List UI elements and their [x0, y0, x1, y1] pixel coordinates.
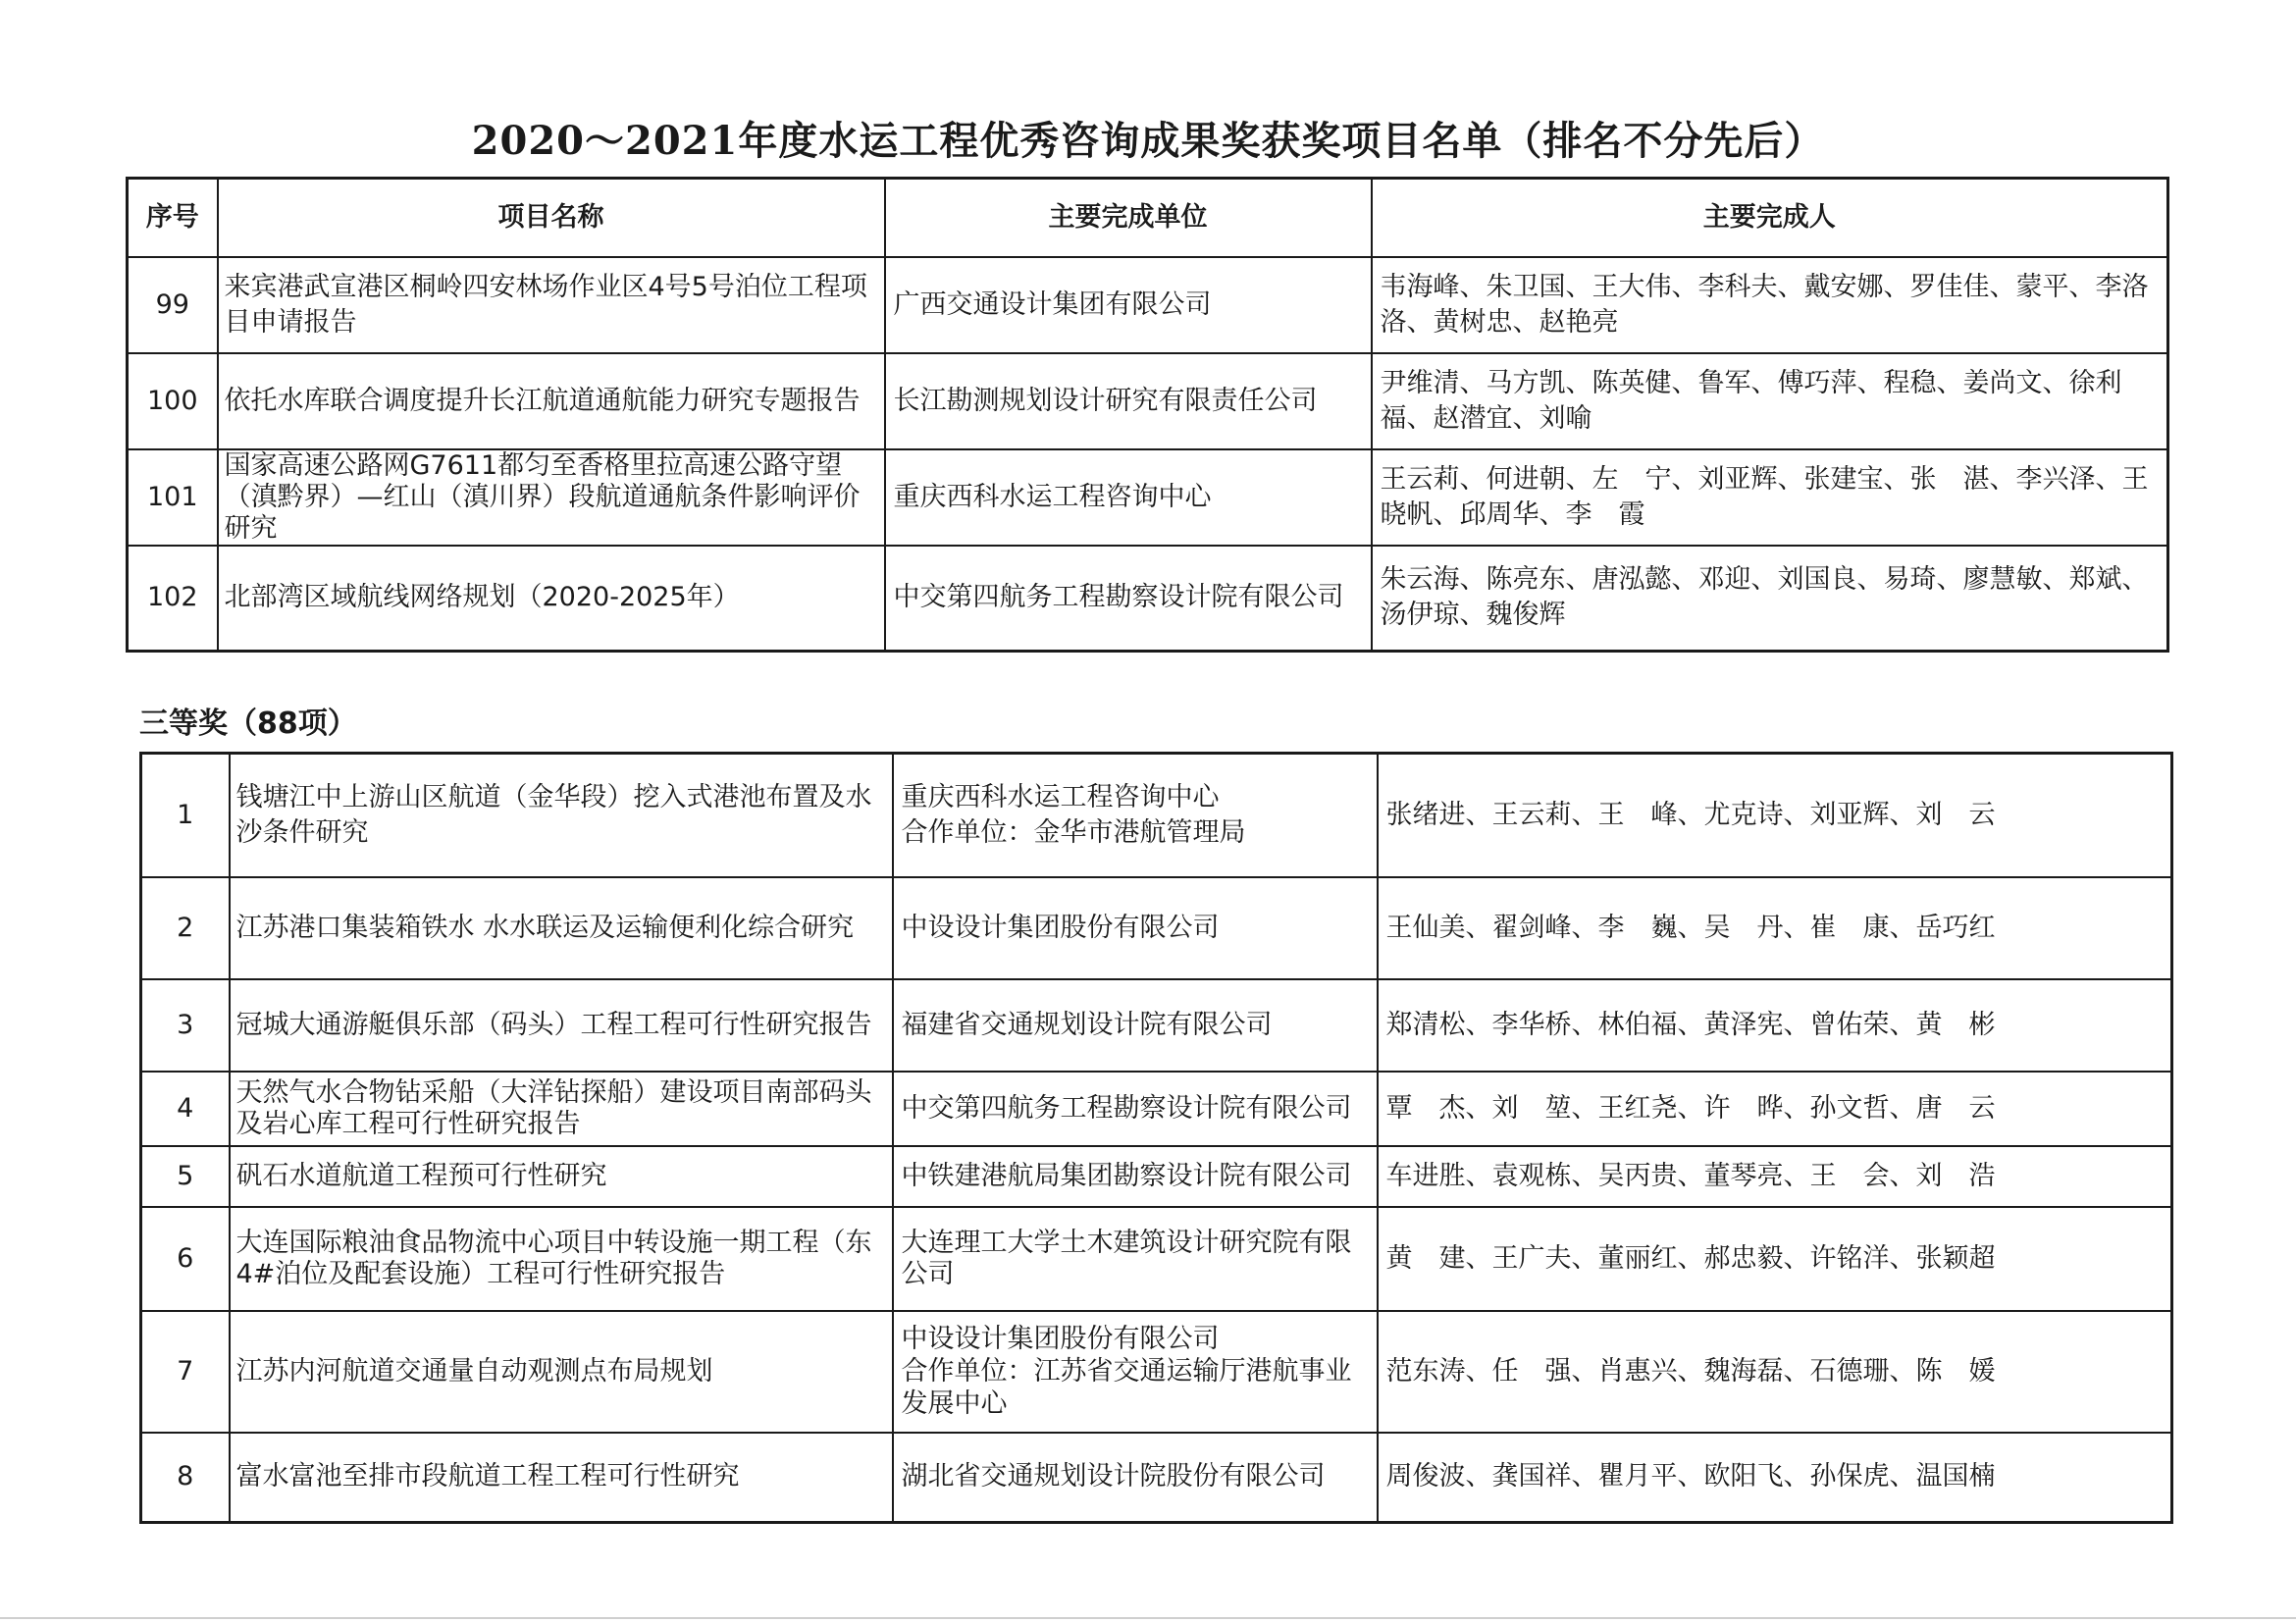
table-row: [128, 353, 2168, 449]
row-people: 车进胜、袁观栋、吴丙贵、董琴亮、王 会、刘 浩: [1378, 1146, 2172, 1207]
row-people: 王云莉、何进朝、左 宁、刘亚辉、张建宝、张 湛、李兴泽、王晓帆、邱周华、李 霞: [1372, 449, 2168, 546]
row-unit: 中交第四航务工程勘察设计院有限公司: [885, 546, 1372, 652]
row-unit: 大连理工大学土木建筑设计研究院有限公司: [893, 1207, 1378, 1311]
row-unit-partner: 合作单位：江苏省交通运输厅港航事业发展中心: [901, 1356, 1352, 1419]
table-row: [141, 1072, 2172, 1146]
table-header-row: [128, 179, 2168, 257]
row-project-name: 富水富池至排市段航道工程工程可行性研究: [230, 1433, 893, 1523]
table-row: [128, 546, 2168, 652]
header-people: 主要完成人: [1372, 179, 2168, 257]
row-unit: 重庆西科水运工程咨询中心: [885, 449, 1372, 546]
header-seq: 序号: [128, 179, 218, 257]
row-people: 张绪进、王云莉、王 峰、尤克诗、刘亚辉、刘 云: [1378, 754, 2172, 877]
table-row: [141, 1311, 2172, 1433]
header-name: 项目名称: [218, 179, 885, 257]
third-prize-table: [139, 752, 2173, 1524]
header-unit: 主要完成单位: [885, 179, 1372, 257]
page-title: 2020～2021年度水运工程优秀咨询成果奖获奖项目名单（排名不分先后）: [471, 118, 1825, 164]
row-unit-main: 中设设计集团股份有限公司: [901, 1324, 1220, 1354]
row-unit: 中交第四航务工程勘察设计院有限公司: [893, 1072, 1378, 1146]
row-project-name: 钱塘江中上游山区航道（金华段）挖入式港池布置及水沙条件研究: [230, 754, 893, 877]
row-project-name: 依托水库联合调度提升长江航道通航能力研究专题报告: [218, 353, 885, 449]
row-project-name: 来宾港武宣港区桐岭四安林场作业区4号5号泊位工程项目申请报告: [218, 257, 885, 353]
row-unit: 中铁建港航局集团勘察设计院有限公司: [893, 1146, 1378, 1207]
row-people: 周俊波、龚国祥、瞿月平、欧阳飞、孙保虎、温国楠: [1378, 1433, 2172, 1523]
row-seq: 4: [141, 1072, 230, 1146]
row-unit: 福建省交通规划设计院有限公司: [893, 979, 1378, 1072]
second-prize-table: [126, 177, 2169, 653]
row-project-name: 冠城大通游艇俱乐部（码头）工程工程可行性研究报告: [230, 979, 893, 1072]
row-project-name: 北部湾区域航线网络规划（2020-2025年）: [218, 546, 885, 652]
row-people: 郑清松、李华桥、林伯福、黄泽宪、曾佑荣、黄 彬: [1378, 979, 2172, 1072]
row-seq: 8: [141, 1433, 230, 1523]
row-people: 范东涛、任 强、肖惠兴、魏海磊、石德珊、陈 媛: [1378, 1311, 2172, 1433]
row-unit: 广西交通设计集团有限公司: [885, 257, 1372, 353]
row-people: 朱云海、陈亮东、唐泓懿、邓迎、刘国良、易琦、廖慧敏、郑斌、汤伊琼、魏俊辉: [1372, 546, 2168, 652]
row-unit-main: 重庆西科水运工程咨询中心: [901, 781, 1220, 812]
row-seq: 99: [128, 257, 218, 353]
row-seq: 1: [141, 754, 230, 877]
row-unit: 湖北省交通规划设计院股份有限公司: [893, 1433, 1378, 1523]
table-row: [141, 1207, 2172, 1311]
row-people: 王仙美、翟剑峰、李 巍、吴 丹、崔 康、岳巧红: [1378, 877, 2172, 979]
row-seq: 2: [141, 877, 230, 979]
row-seq: 6: [141, 1207, 230, 1311]
row-seq: 102: [128, 546, 218, 652]
table-row: [128, 257, 2168, 353]
row-unit: 中设设计集团股份有限公司: [893, 877, 1378, 979]
row-seq: 100: [128, 353, 218, 449]
row-people: 黄 建、王广夫、董丽红、郝忠毅、许铭洋、张颖超: [1378, 1207, 2172, 1311]
table-row: [141, 979, 2172, 1072]
row-people: 尹维清、马方凯、陈英健、鲁军、傅巧萍、程稳、姜尚文、徐利福、赵潜宜、刘喻: [1372, 353, 2168, 449]
row-people: 韦海峰、朱卫国、王大伟、李科夫、戴安娜、罗佳佳、蒙平、李洛洛、黄树忠、赵艳亮: [1372, 257, 2168, 353]
row-seq: 101: [128, 449, 218, 546]
row-unit: [893, 1311, 1378, 1433]
table-row: [141, 754, 2172, 877]
row-people: 覃 杰、刘 堃、王红尧、许 晔、孙文哲、唐 云: [1378, 1072, 2172, 1146]
row-project-name: 国家高速公路网G7611都匀至香格里拉高速公路守望（滇黔界）—红山（滇川界）段航道通航条件影响评价研究: [218, 449, 885, 546]
row-unit: [893, 754, 1378, 877]
table-row: [141, 877, 2172, 979]
row-project-name: 天然气水合物钻采船（大洋钻探船）建设项目南部码头及岩心库工程可行性研究报告: [230, 1072, 893, 1146]
row-unit-partner: 合作单位：金华市港航管理局: [901, 816, 1246, 848]
row-unit: 长江勘测规划设计研究有限责任公司: [885, 353, 1372, 449]
row-project-name: 江苏内河航道交通量自动观测点布局规划: [230, 1311, 893, 1433]
table-row: [141, 1146, 2172, 1207]
row-project-name: 大连国际粮油食品物流中心项目中转设施一期工程（东4#泊位及配套设施）工程可行性研究报告: [230, 1207, 893, 1311]
scan-edge-divider: [0, 1617, 2296, 1619]
row-project-name: 江苏港口集装箱铁水 水水联运及运输便利化综合研究: [230, 877, 893, 979]
row-project-name: 矾石水道航道工程预可行性研究: [230, 1146, 893, 1207]
row-seq: 3: [141, 979, 230, 1072]
row-seq: 5: [141, 1146, 230, 1207]
table-row: [141, 1433, 2172, 1523]
third-prize-heading: 三等奖（88项）: [139, 707, 357, 741]
row-seq: 7: [141, 1311, 230, 1433]
table-row: [128, 449, 2168, 546]
